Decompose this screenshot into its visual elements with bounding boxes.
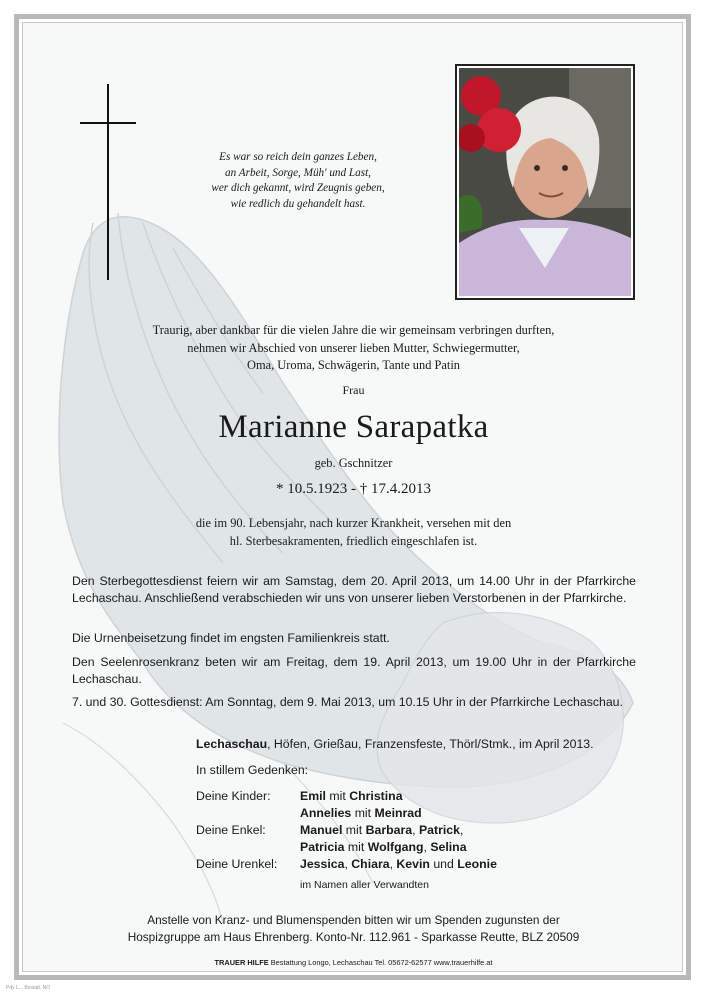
family-name: Chiara (351, 857, 390, 871)
family-name: Manuel (300, 823, 343, 837)
connector-text: mit (329, 789, 346, 803)
passing-line: hl. Sterbesakramenten, friedlich eingeschlafen ist. (229, 533, 478, 548)
family-name: Christina (349, 789, 403, 803)
poem-line: wie redlich du gehandelt hast. (230, 197, 366, 210)
intro-line: nehmen wir Abschied von unserer lieben Mutter, Schwiegermutter, (187, 340, 520, 355)
grandchildren-line-1 (300, 823, 463, 837)
connector-text: und (433, 857, 454, 871)
great-grandchildren-line (300, 857, 497, 871)
family-name: Emil (300, 789, 326, 803)
connector-text: mit (345, 823, 363, 837)
family-name: Patricia (300, 840, 345, 854)
connector-text: mit (347, 840, 365, 854)
family-name: Patrick (418, 823, 460, 837)
family-name: Barbara (365, 823, 413, 837)
cross-icon (78, 84, 138, 280)
connector-text: mit (354, 806, 372, 820)
children-label: Deine Kinder: (196, 789, 271, 803)
family-name: Wolfgang (367, 840, 424, 854)
intro-line: Oma, Uroma, Schwägerin, Tante und Patin (247, 358, 460, 372)
connector-text: , (412, 823, 416, 837)
family-name: Jessica (300, 857, 345, 871)
place-name: Lechaschau (196, 737, 268, 751)
passing-line: die im 90. Lebensjahr, nach kurzer Krankheit, versehen mit den (195, 516, 512, 530)
passing-text (0, 515, 707, 550)
footer-brand: TRAUER HILFE (214, 958, 269, 967)
print-note: Pdy L... Bestatt. NO (6, 985, 51, 991)
maiden-name: geb. Gschnitzer (314, 456, 393, 470)
poem-line: an Arbeit, Sorge, Müh' und Last, (225, 166, 371, 179)
place-rest: , Höfen, Grießau, Franzensfeste, Thörl/Stmk., im April 2013. (267, 737, 594, 751)
connector-text: , (344, 857, 348, 871)
family-name: Leonie (457, 857, 497, 871)
intro-text (0, 322, 707, 375)
poem (188, 150, 408, 212)
place-and-date (196, 737, 594, 751)
connector-text: , (389, 857, 393, 871)
memorial-mass-paragraph: 7. und 30. Gottesdienst: Am Sonntag, dem 9. Mai 2013, um 10.15 Uhr in der Pfarrkirche Lechaschau. (72, 695, 623, 709)
family-name: Annelies (300, 806, 352, 820)
poem-line: Es war so reich dein ganzes Leben, (219, 151, 377, 163)
funeral-mass-paragraph: Den Sterbegottesdienst feiern wir am Samstag, dem 20. April 2013, um 14.00 Uhr in der Pfarrkirche Lechaschau. Anschließend verabschieden wir uns von unserer lieben Verstorbenen in der Pfarrkirche. (72, 574, 636, 605)
rosary-paragraph: Den Seelenrosenkranz beten wir am Freitag, dem 19. April 2013, um 19.00 Uhr in der Pfarrkirche Lechaschau. (72, 655, 636, 686)
family-name: Meinrad (374, 806, 422, 820)
salutation: Frau (342, 383, 365, 397)
portrait-photo (455, 64, 635, 300)
children-line-1 (300, 789, 403, 803)
deceased-name: Marianne Sarapatka (218, 409, 489, 445)
in-memory-heading: In stillem Gedenken: (196, 763, 309, 777)
grandchildren-label: Deine Enkel: (196, 823, 266, 837)
urn-burial-paragraph: Die Urnenbeisetzung findet im engsten Familienkreis statt. (72, 631, 390, 645)
donation-line: Anstelle von Kranz- und Blumenspenden bitten wir um Spenden zugunsten der (147, 913, 560, 927)
children-line-2 (300, 806, 422, 820)
great-grandchildren-label: Deine Urenkel: (196, 857, 278, 871)
family-name: Selina (430, 840, 467, 854)
poem-line: wer dich gekannt, wird Zeugnis geben, (211, 182, 385, 194)
family-name: Kevin (396, 857, 430, 871)
footer (0, 958, 707, 967)
donation-line: Hospizgruppe am Haus Ehrenberg. Konto-Nr. 112.961 - Sparkasse Reutte, BLZ 20509 (127, 929, 580, 944)
donation-note (0, 912, 707, 945)
connector-text: , (459, 823, 464, 837)
footer-contact: Bestattung Longo, Lechaschau Tel. 05672-62577 www.trauerhilfe.at (268, 958, 493, 967)
intro-line: Traurig, aber dankbar für die vielen Jahre die wir gemeinsam verbringen durften, (152, 323, 555, 337)
relatives-note: im Namen aller Verwandten (300, 879, 429, 891)
connector-text: , (423, 840, 427, 854)
life-dates: * 10.5.1923 - † 17.4.2013 (276, 481, 431, 497)
grandchildren-line-2 (300, 840, 467, 854)
